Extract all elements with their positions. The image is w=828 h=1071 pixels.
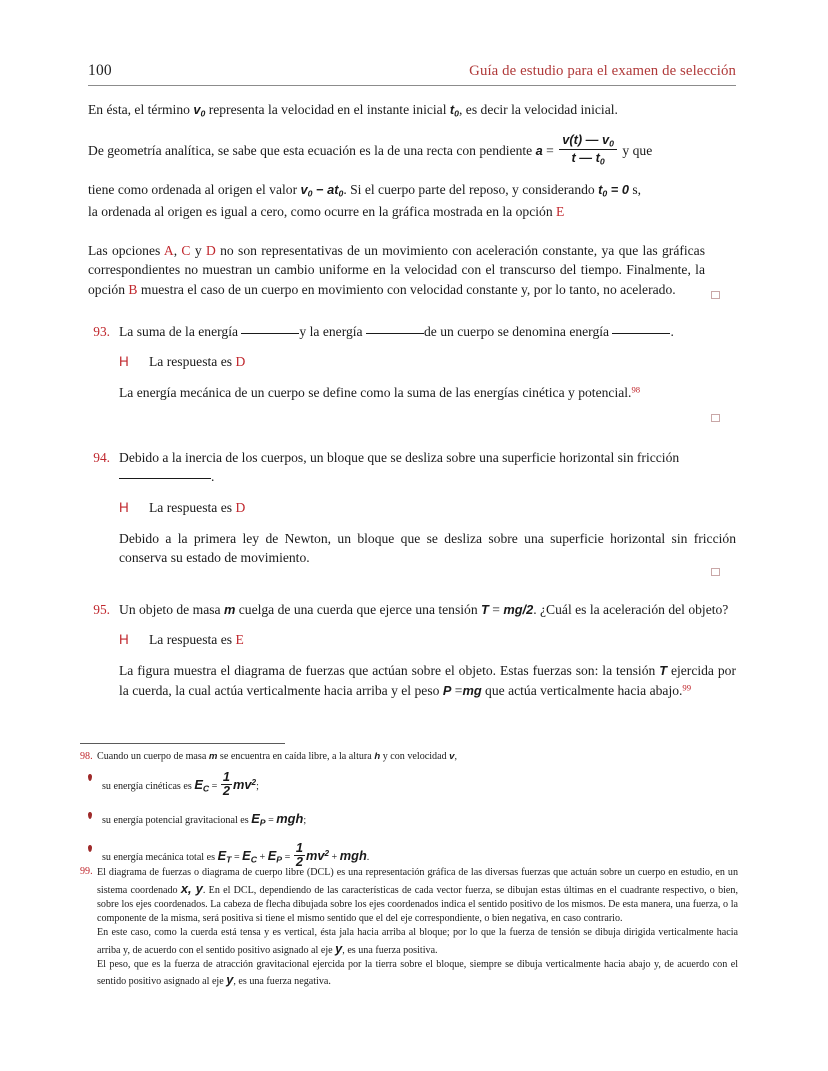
var-v0-b: $v_0$ [300,181,313,199]
hand-icon: H [119,632,129,648]
var-P: P [442,682,452,698]
half-fraction-1: $\frac{1}{2}$ [222,768,231,798]
intro-paragraph-2 [88,133,705,167]
var-v0: $v_0$ [193,102,206,119]
question-93-number: 93. [93,324,110,339]
half-fraction-2: $\frac{1}{2}$ [295,839,303,869]
sym-Ec: $E_C$ [194,776,210,794]
question-94-text: Debido a la inercia de los cuerpos, un bloque que se desliza sobre una superficie horizontal sin fricción . [119,450,680,485]
footnote-separator [80,743,285,744]
intro-p1-text-c: , es decir la velocidad inicial. [459,102,618,117]
question-93-answer-option: D [235,354,246,370]
question-95-explanation: La figura muestra el diagrama de fuerzas que actúan sobre el objeto. Estas fuerzas son: la tensión T ejercida por la cuerda, la cual actúa verticalmente hacia arriba y el peso P =mg que actúa verticalmente hacia abajo.$^{99}$ [119,663,736,698]
blank-field-4[interactable] [119,478,211,479]
intro-paragraph-1 [88,100,705,120]
expr-mg2: mg/2 [503,602,534,617]
footnote-98 [80,750,738,868]
footnote-99-body [97,866,738,989]
footnote-99-paragraph-1: El diagrama de fuerzas o diagrama de cuerpo libre (DCL) es una representación gráfica de las diversas fuerzas que actuán sobre un cuerpo en estudio, en un sistema coordenado x, y. En el DCL, dependiendo de las características de cada vector fuerza, se dibujan estas últimas en el cuadrante respectivo, o bien, sobre los ejes coordenados. La cabeza de flecha dibujada sobre los ejes coordenados indica el sentido positivo de los mismos. De esta manera, una fuerza, o la componente de la misma, será positiva si tiene el mismo sentido que el del eje correspondiente, o bien negativa, en caso contrario. [97,867,738,924]
footnote-99-number: 99. [80,866,93,877]
var-T: T [481,602,489,617]
blank-field-1[interactable] [241,333,299,334]
intro-explanation [88,100,736,312]
question-93-explanation: La energía mecánica de un cuerpo se define como la suma de las energías cinética y potencial.$^{98}$ [119,384,641,401]
intro-p3-text-a: tiene como ordenada al origen el valor [88,181,301,197]
fn98-item2-text: su energía potencial gravitacional es [102,815,252,827]
bullet-diamond-icon [88,845,92,852]
question-94 [88,448,736,567]
question-95-answer-option: E [235,632,244,648]
intro-p5-text-c: muestra el caso de un cuerpo en movimiento con velocidad constante y, por lo tanto, no acelerado. [137,281,676,297]
intro-p1-text-b: representa la velocidad en el instante inicial [205,102,450,117]
footnote-99-paragraph-2: En este caso, como la cuerda está tensa y es vertical, ésta jala hacia arriba al bloque; por lo que la fuerza de tensión se dibuja dirigida verticalmente hacia arriba y, de acuerdo con el sentido positivo asignado al eje y, es una fuerza positiva. [97,926,738,956]
intro-p3-minus: − [312,181,328,197]
question-95-answer: La respuesta es E [149,632,244,648]
page-number: 100 [88,62,112,79]
question-95-row [88,600,736,619]
list-item: su energía cinéticas es $E_C$ = $\frac{1}{2}$ $mv^2$; [80,771,738,798]
var-t0: $t_0$ [449,102,459,119]
question-95-number: 95. [93,602,110,617]
blank-field-2[interactable] [366,333,424,334]
question-94-answer: La respuesta es D [149,499,246,515]
question-93-text: La suma de la energía y la energía de un cuerpo se denomina energía . [119,324,674,339]
var-h-fn: h [374,751,381,762]
fraction-denominator: t — $t_0$ [571,150,605,167]
question-93-row [88,322,736,341]
expr-mv2-1: $mv^2$ [233,776,257,792]
intro-p3-unit: s, [628,181,642,197]
bullet-diamond-icon [88,774,92,781]
intro-p2-text-a: De geometría analítica, se sabe que esta ecuación es la de una recta con pendiente [88,142,536,158]
running-head-title: Guía de estudio para el examen de selección [469,63,736,79]
option-letter-a: A [163,242,174,258]
question-94-answer-option: D [235,499,246,515]
axis-y-1: y [335,940,343,956]
footnote-99-paragraph-3: El peso, que es la fuerza de atracción gravitacional ejercida por la tierra sobre el bloque, siempre se dibuja verticalmente hacia abajo y, de acuerdo con el sentido positivo asignado al eje y, es una fuerza negativa. [97,958,738,988]
header-rule [88,85,736,86]
var-a: a [535,142,543,158]
hand-icon: H [119,354,129,370]
question-95-text: Un objeto de masa m cuelga de una cuerda que ejerce una tensión T = mg/2. ¿Cuál es la aceleración del objeto? [119,602,729,617]
question-95 [88,600,736,700]
var-T-b: T [659,663,668,679]
var-at0: $at_0$ [327,181,344,199]
sym-Ep: $E_P$ [251,811,266,828]
expr-mgh-b: mgh [339,847,367,863]
bullet-diamond-icon [88,812,92,819]
question-93-answer-row [119,354,736,370]
question-95-answer-row [119,632,736,648]
var-v-fn: v [449,751,455,762]
margin-square-3[interactable] [711,568,720,576]
footnote-99 [80,866,738,989]
question-94-number: 94. [93,450,110,465]
axis-xy: x, y [180,880,203,896]
question-93-answer: La respuesta es D [149,354,246,370]
axis-y-2: y [226,972,234,988]
intro-p4-text: la ordenada al origen es igual a cero, como ocurre en la gráfica mostrada en la opción [88,203,557,219]
margin-square-2[interactable] [711,414,720,422]
fraction-numerator: v(t) — $v_0$ [559,133,617,151]
question-94-explanation: Debido a la primera ley de Newton, un bloque que se desliza sobre una superficie horizontal sin fricción conserva su estado de movimiento. [119,530,736,565]
sym-Et: $E_T$ [217,847,232,865]
var-m: m [223,602,236,617]
var-t0-c: $t_0$ [598,181,608,199]
intro-p2-equals: = [542,142,558,158]
list-item: su energía mecánica total es $E_T = E_C + E_P$ = $\frac{1}{2}$ $mv^2$ + mgh. [80,842,738,869]
question-93 [88,322,736,403]
option-letter-b: B [128,281,138,297]
intro-p3-value: = 0 [607,181,629,197]
footnote-98-number: 98. [80,751,93,762]
var-m-fn: m [208,751,218,762]
option-letter-d: D [205,242,216,258]
intro-p2-text-b: y que [619,142,653,158]
expr-mg: mg [462,682,482,698]
footnote-98-items [80,768,738,869]
intro-paragraph-3 [88,180,705,200]
intro-paragraph-5: Las opciones A, C y D no son representativas de un movimiento con aceleración constante, ya que las gráficas correspondientes no muestran un cambio uniforme en la velocidad con el transcurso del tiempo. Finalmente, la opción B muestra el caso de un cuerpo en movimiento con velocidad constante y, por lo tanto, no acelerado. [88,242,706,297]
option-letter-e: E [556,203,565,219]
margin-square-1[interactable] [711,291,720,299]
footnote-ref-98[interactable]: 98 [631,384,641,395]
blank-field-3[interactable] [612,333,670,334]
footnote-98-row [80,750,738,764]
intro-p5-text-b: no son representativas de un movimiento con aceleración constante, ya que las gráficas correspondientes no muestran un cambio uniforme en la velocidad con el transcurso del tiempo. Finalmente, la opción [88,242,706,297]
sym-Ec-b: $E_C$ [242,847,257,865]
option-letter-c: C [181,242,191,258]
fn98-item3-text: su energía mecánica total es [102,851,218,863]
sym-Ep-b: $E_P$ [267,847,283,865]
fn98-item1-text: su energía cinéticas es [102,780,195,792]
hand-icon: H [119,499,129,515]
footnote-ref-99[interactable]: 99 [682,682,692,693]
running-head [88,62,736,80]
question-94-answer-row [119,500,736,516]
question-94-row [88,448,736,487]
intro-p1-text-a: En ésta, el término [88,102,194,117]
expr-mv2-2: $mv^2$ [305,847,330,863]
intro-p3-text-b: . Si el cuerpo parte del reposo, y considerando [343,181,599,197]
slope-fraction [559,133,617,167]
footnote-98-lead: Cuando un cuerpo de masa m se encuentra en caída libre, a la altura h y con velocidad v, [97,751,458,762]
intro-p5-text-a: Las opciones [88,242,164,258]
intro-paragraph-4 [88,202,705,221]
list-item: su energía potencial gravitacional es $E_P$ = mgh; [80,809,738,829]
expr-mgh: mgh [276,811,304,827]
